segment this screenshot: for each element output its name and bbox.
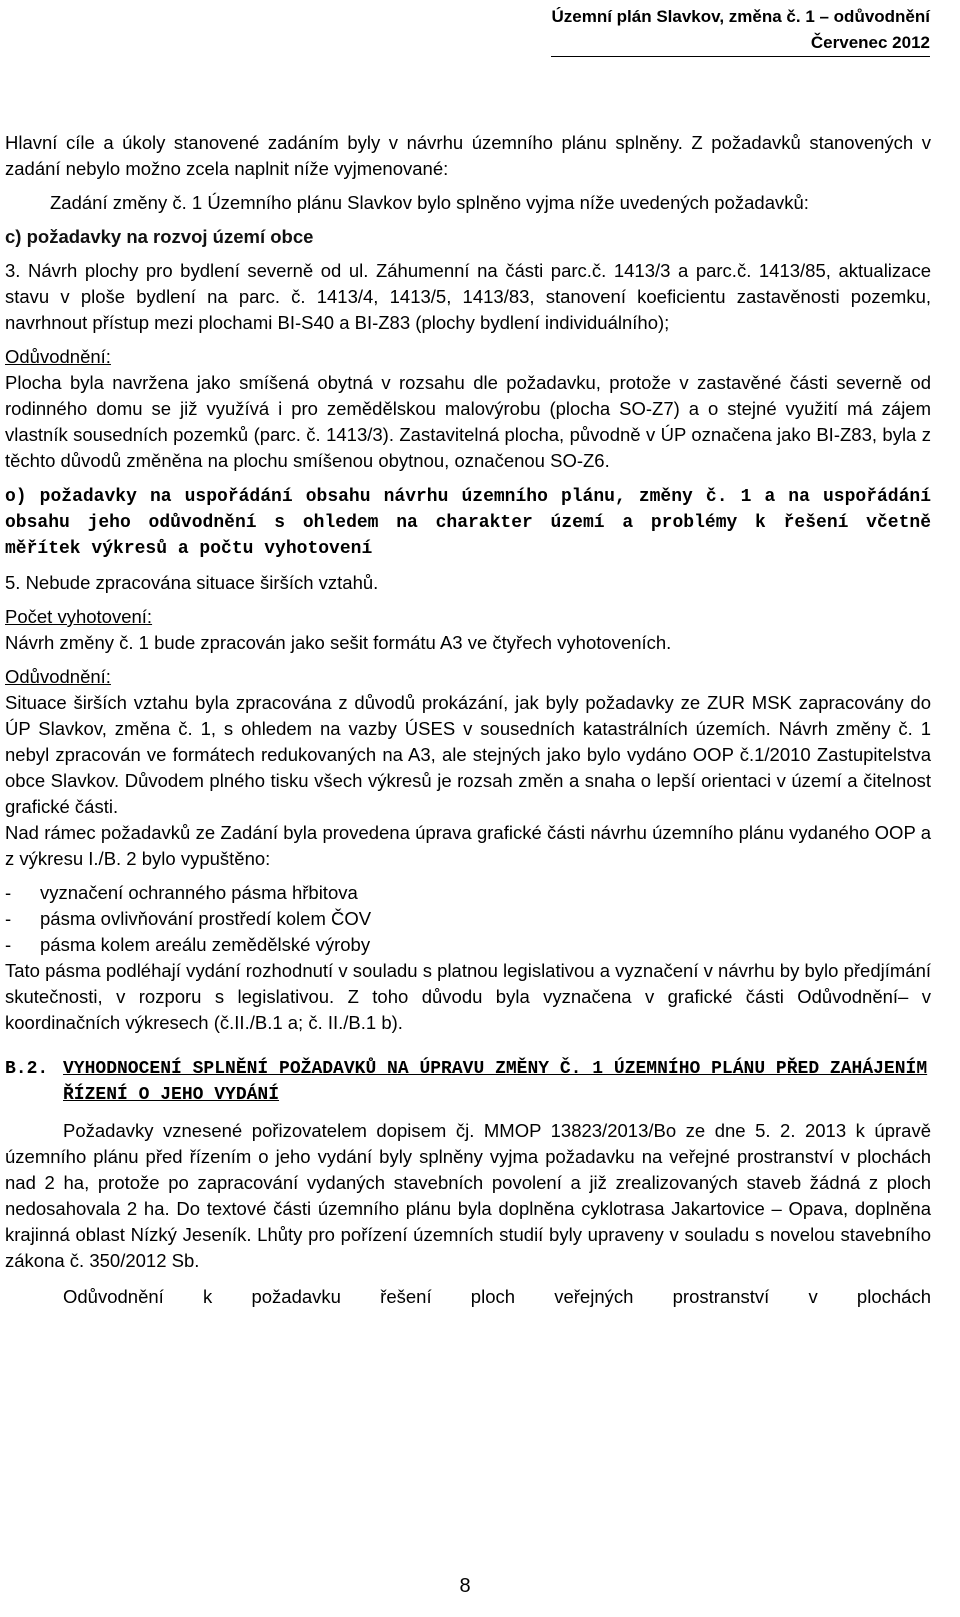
item-5: 5. Nebude zpracována situace širších vztahů. xyxy=(5,572,379,593)
dash-bullet: - xyxy=(5,908,12,929)
paragraph-pozadavky: Požadavky vznesené pořizovatelem dopisem čj. MMOP 13823/2013/Bo ze dne 5. 2. 2013 k úpravě územního plánu před řízením o jeho vydání byly splněny vyjma požadavku na veřejné prostranství v plochách nad 2 ha, protože po zapracování vydaných stavebních povolení a již zrealizovaných staveb žádná z ploch nedosahovala 2 ha. Do textové části územního plánu byla doplněna cyklotrasa Jakartovice – Opava, doplněna krajinná oblast Nízký Jeseník. Lhůty pro pořízení územních studií byly upraveny v souladu s novelou stavebního zákona č. 350/2012 Sb. xyxy=(5,1120,931,1271)
paragraph-oduvodneni-ploch: Odůvodnění k požadavku řešení ploch veřejných prostranství v plochách xyxy=(63,1286,931,1307)
oduvodneni-text-1: Plocha byla navržena jako smíšená obytná v rozsahu dle požadavku, protože v zastavěné části severně od rodinného domu se již využívá i pro zemědělskou malovýrobu (plocha SO-Z7) a o stejné využití má zájem vlastník sousedních pozemků (parc. č. 1413/3). Zastavitelná plocha, původně v ÚP označena jako BI-Z83, byla z těchto důvodů změněna na plochu smíšenou obytnou, označenou SO-Z6. xyxy=(5,372,931,471)
pocet-label: Počet vyhotovení: xyxy=(5,606,153,627)
dash-bullet: - xyxy=(5,882,12,903)
oduvodneni-label-2: Odůvodnění: xyxy=(5,666,111,687)
list-item: - pásma ovlivňování prostředí kolem ČOV xyxy=(5,906,931,932)
paragraph-tato-pasma: Tato pásma podléhají vydání rozhodnutí v souladu s platnou legislativou a vyznačení v návrhu by bylo předjímání skutečnosti, v rozporu s legislativou. Z toho důvodu byla vyznačena v grafické části Odůvodnění– v koordinačních výkresech (č.II./B.1 a; č. II./B.1 b). xyxy=(5,960,931,1033)
list-item: - vyznačení ochranného pásma hřbitova xyxy=(5,880,931,906)
paragraph-nad-ramec: Nad rámec požadavků ze Zadání byla provedena úprava grafické části návrhu územního plánu vydaného OOP a z výkresu I./B. 2 bylo vypuštěno: xyxy=(5,822,931,869)
section-number: B.2. xyxy=(5,1059,49,1079)
dash-list xyxy=(5,880,931,958)
header-title: Územní plán Slavkov, změna č. 1 – odůvodnění xyxy=(551,7,930,26)
dash-bullet: - xyxy=(5,934,12,955)
section-heading-b2 xyxy=(5,1056,931,1108)
paragraph-zadani: Zadání změny č. 1 Územního plánu Slavkov bylo splněno vyjma níže uvedených požadavků: xyxy=(50,192,809,213)
section-title: VYHODNOCENÍ SPLNĚNÍ POŽADAVKŮ NA ÚPRAVU ZMĚNY Č. 1 ÚZEMNÍHO PLÁNU PŘED ZAHÁJENÍM ŘÍZENÍ O JEHO VYDÁNÍ xyxy=(63,1059,928,1105)
list-item: - pásma kolem areálu zemědělské výroby xyxy=(5,932,931,958)
heading-c: c) požadavky na rozvoj území obce xyxy=(5,226,314,247)
document-body xyxy=(5,130,931,1310)
heading-o: o) požadavky na uspořádání obsahu návrhu územního plánu, změny č. 1 a na uspořádání obsahu jeho odůvodnění s ohledem na charakter území a problémy k řešení včetně měřítek výkresů a počtu vyhotovení xyxy=(5,487,931,559)
page-number: 8 xyxy=(459,1575,471,1597)
oduvodneni-text-2: Situace širších vztahu byla zpracována z důvodů prokázání, jak byly požadavky ze ZUR MSK zapracovány do ÚP Slavkov, změna č. 1, s ohledem na vazby ÚSES v sousedních katastrálních územích. Návrh změny č. 1 nebyl zpracován ve formátech redukovaných na A3, ale stejných jako bylo vydáno OOP č.1/2010 Zastupitelstva obce Slavkov. Důvodem plného tisku všech výkresů je rozsah změn a snaha o lepší orientaci v území a čitelnost grafické části. xyxy=(5,692,931,817)
header-date: Červenec 2012 xyxy=(551,30,930,57)
item-3: 3. Návrh plochy pro bydlení severně od ul. Záhumenní na části parc.č. 1413/3 a parc.č. 1413/85, aktualizace stavu v ploše bydlení na parc. č. 1413/4, 1413/5, 1413/83, stanovení koeficientu zastavěnosti pozemku, navrhnout přístup mezi plochami BI-S40 a BI-Z83 (plochy bydlení individuálního); xyxy=(5,260,931,333)
oduvodneni-label-1: Odůvodnění: xyxy=(5,346,111,367)
pocet-text: Návrh změny č. 1 bude zpracován jako sešit formátu A3 ve čtyřech vyhotoveních. xyxy=(5,632,672,653)
page-header xyxy=(551,4,930,57)
paragraph-intro: Hlavní cíle a úkoly stanovené zadáním byly v návrhu územního plánu splněny. Z požadavků stanovených v zadání nebylo možno zcela naplnit níže vyjmenované: xyxy=(5,132,931,179)
